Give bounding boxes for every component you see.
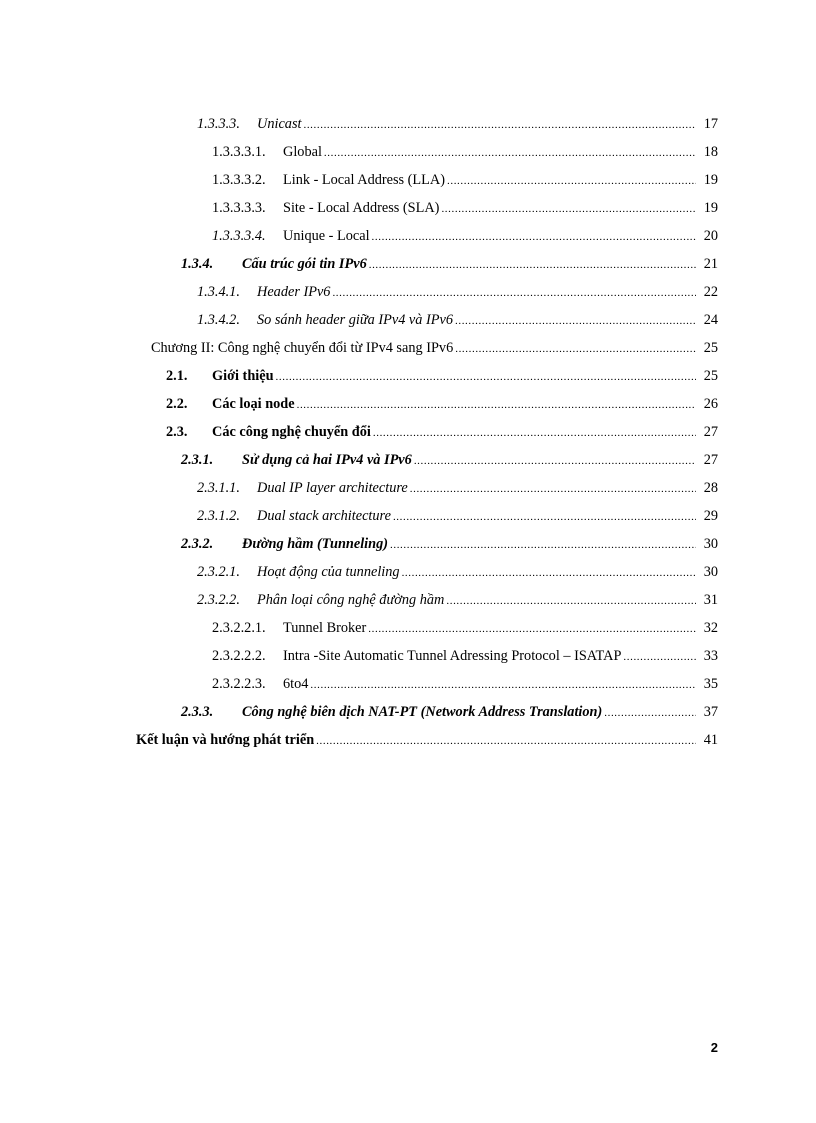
toc-number: 2.3.2.1. — [197, 564, 240, 580]
toc-title: Unicast — [257, 116, 302, 132]
toc-page: 25 — [703, 340, 718, 356]
toc-entry[interactable] — [0, 477, 816, 499]
toc-title: Đường hầm (Tunneling) — [242, 536, 388, 552]
toc-number: 2.3.1. — [181, 452, 214, 468]
toc-title: Unique - Local — [283, 228, 370, 244]
dot-leader — [324, 142, 696, 164]
toc-page: 20 — [703, 228, 718, 244]
toc-entry[interactable] — [0, 561, 816, 583]
toc-page: 17 — [703, 116, 718, 132]
dot-leader — [390, 534, 696, 556]
toc-page: 32 — [703, 620, 718, 636]
toc-page: 18 — [703, 144, 718, 160]
toc-page: 22 — [703, 284, 718, 300]
toc-entry[interactable] — [0, 225, 816, 247]
toc-page: 24 — [703, 312, 718, 328]
toc-title: Chương II: Công nghệ chuyển đổi từ IPv4 sang IPv6 — [151, 340, 454, 356]
dot-leader — [604, 702, 696, 724]
toc-page: 19 — [703, 172, 718, 188]
toc-entry[interactable] — [0, 253, 816, 275]
toc-page: 37 — [703, 704, 718, 720]
toc-entry[interactable] — [0, 113, 816, 135]
toc-number: 1.3.3.3. — [197, 116, 240, 132]
dot-leader — [303, 114, 696, 136]
dot-leader — [276, 366, 696, 388]
dot-leader — [441, 198, 696, 220]
toc-number: 2.2. — [166, 396, 188, 412]
toc-title: Tunnel Broker — [283, 620, 367, 636]
toc-entry[interactable] — [0, 533, 816, 555]
toc-entry[interactable] — [0, 309, 816, 331]
dot-leader — [393, 506, 696, 528]
toc-title: Dual stack architecture — [257, 508, 391, 524]
toc-number: 1.3.3.3.3. — [212, 200, 266, 216]
toc-title: Link - Local Address (LLA) — [283, 172, 445, 188]
dot-leader — [316, 730, 696, 752]
dot-leader — [372, 226, 696, 248]
toc-title: Cấu trúc gói tin IPv6 — [242, 256, 367, 272]
dot-leader — [455, 338, 696, 360]
dot-leader — [332, 282, 696, 304]
toc-entry[interactable] — [0, 449, 816, 471]
dot-leader — [373, 422, 696, 444]
toc-page: 35 — [703, 676, 718, 692]
dot-leader — [402, 562, 696, 584]
toc-number: 2.1. — [166, 368, 188, 384]
dot-leader — [446, 590, 696, 612]
toc-title: So sánh header giữa IPv4 và IPv6 — [257, 312, 453, 328]
toc-number: 2.3.2.2.3. — [212, 676, 266, 692]
toc-entry[interactable] — [0, 505, 816, 527]
toc-entry[interactable] — [0, 701, 816, 723]
dot-leader — [369, 254, 696, 276]
toc-entry[interactable] — [0, 729, 816, 751]
dot-leader — [414, 450, 696, 472]
toc-entry[interactable] — [0, 617, 816, 639]
toc-number: 1.3.4. — [181, 256, 214, 272]
toc-page: 30 — [703, 564, 718, 580]
dot-leader — [455, 310, 696, 332]
toc-number: 2.3.2.2. — [197, 592, 240, 608]
toc-entry[interactable] — [0, 281, 816, 303]
toc-entry[interactable] — [0, 365, 816, 387]
toc-number: 2.3.2.2.1. — [212, 620, 266, 636]
toc-page: 29 — [703, 508, 718, 524]
toc-page: 41 — [703, 732, 718, 748]
toc-page: 21 — [703, 256, 718, 272]
toc-number: 1.3.3.3.1. — [212, 144, 266, 160]
toc-title: Hoạt động của tunneling — [257, 564, 400, 580]
toc-entry[interactable] — [0, 645, 816, 667]
toc-number: 1.3.4.2. — [197, 312, 240, 328]
toc-title: Site - Local Address (SLA) — [283, 200, 440, 216]
toc-title: Global — [283, 144, 322, 160]
toc-entry[interactable] — [0, 169, 816, 191]
toc-title: Công nghệ biên dịch NAT-PT (Network Address Translation) — [242, 704, 603, 720]
toc-entry[interactable] — [0, 421, 816, 443]
dot-leader — [310, 674, 696, 696]
dot-leader — [410, 478, 696, 500]
toc-title: Intra -Site Automatic Tunnel Adressing Protocol – ISATAP — [283, 648, 622, 664]
dot-leader — [447, 170, 696, 192]
dot-leader — [623, 646, 696, 668]
toc-title: Giới thiệu — [212, 368, 274, 384]
toc-number: 2.3.2.2.2. — [212, 648, 266, 664]
toc-number: 2.3.1.1. — [197, 480, 240, 496]
toc-entry[interactable] — [0, 393, 816, 415]
toc-page: 27 — [703, 424, 718, 440]
toc-page: 28 — [703, 480, 718, 496]
toc-number: 2.3.2. — [181, 536, 214, 552]
toc-number: 2.3. — [166, 424, 188, 440]
toc-page: 25 — [703, 368, 718, 384]
toc-title: Các công nghệ chuyển đổi — [212, 424, 371, 440]
toc-title: 6to4 — [283, 676, 309, 692]
toc-page: 19 — [703, 200, 718, 216]
toc-number: 1.3.4.1. — [197, 284, 240, 300]
toc-page: 30 — [703, 536, 718, 552]
toc-entry[interactable] — [0, 337, 816, 359]
toc-page: 27 — [703, 452, 718, 468]
toc-title: Kết luận và hướng phát triển — [136, 732, 315, 748]
toc-title: Sử dụng cả hai IPv4 và IPv6 — [242, 452, 412, 468]
toc-entry[interactable] — [0, 589, 816, 611]
toc-number: 1.3.3.3.4. — [212, 228, 266, 244]
toc-entry[interactable] — [0, 141, 816, 163]
toc-number: 1.3.3.3.2. — [212, 172, 266, 188]
toc-number: 2.3.1.2. — [197, 508, 240, 524]
toc-page: 33 — [703, 648, 718, 664]
toc-title: Header IPv6 — [257, 284, 331, 300]
dot-leader — [368, 618, 696, 640]
dot-leader — [297, 394, 696, 416]
toc-entry[interactable] — [0, 197, 816, 219]
toc-title: Dual IP layer architecture — [257, 480, 408, 496]
page-number: 2 — [710, 1040, 718, 1055]
toc-title: Các loại node — [212, 396, 295, 412]
toc-page: 31 — [703, 592, 718, 608]
toc-title: Phân loại công nghệ đường hầm — [257, 592, 445, 608]
toc-number: 2.3.3. — [181, 704, 214, 720]
toc-page: 26 — [703, 396, 718, 412]
toc-entry[interactable] — [0, 673, 816, 695]
